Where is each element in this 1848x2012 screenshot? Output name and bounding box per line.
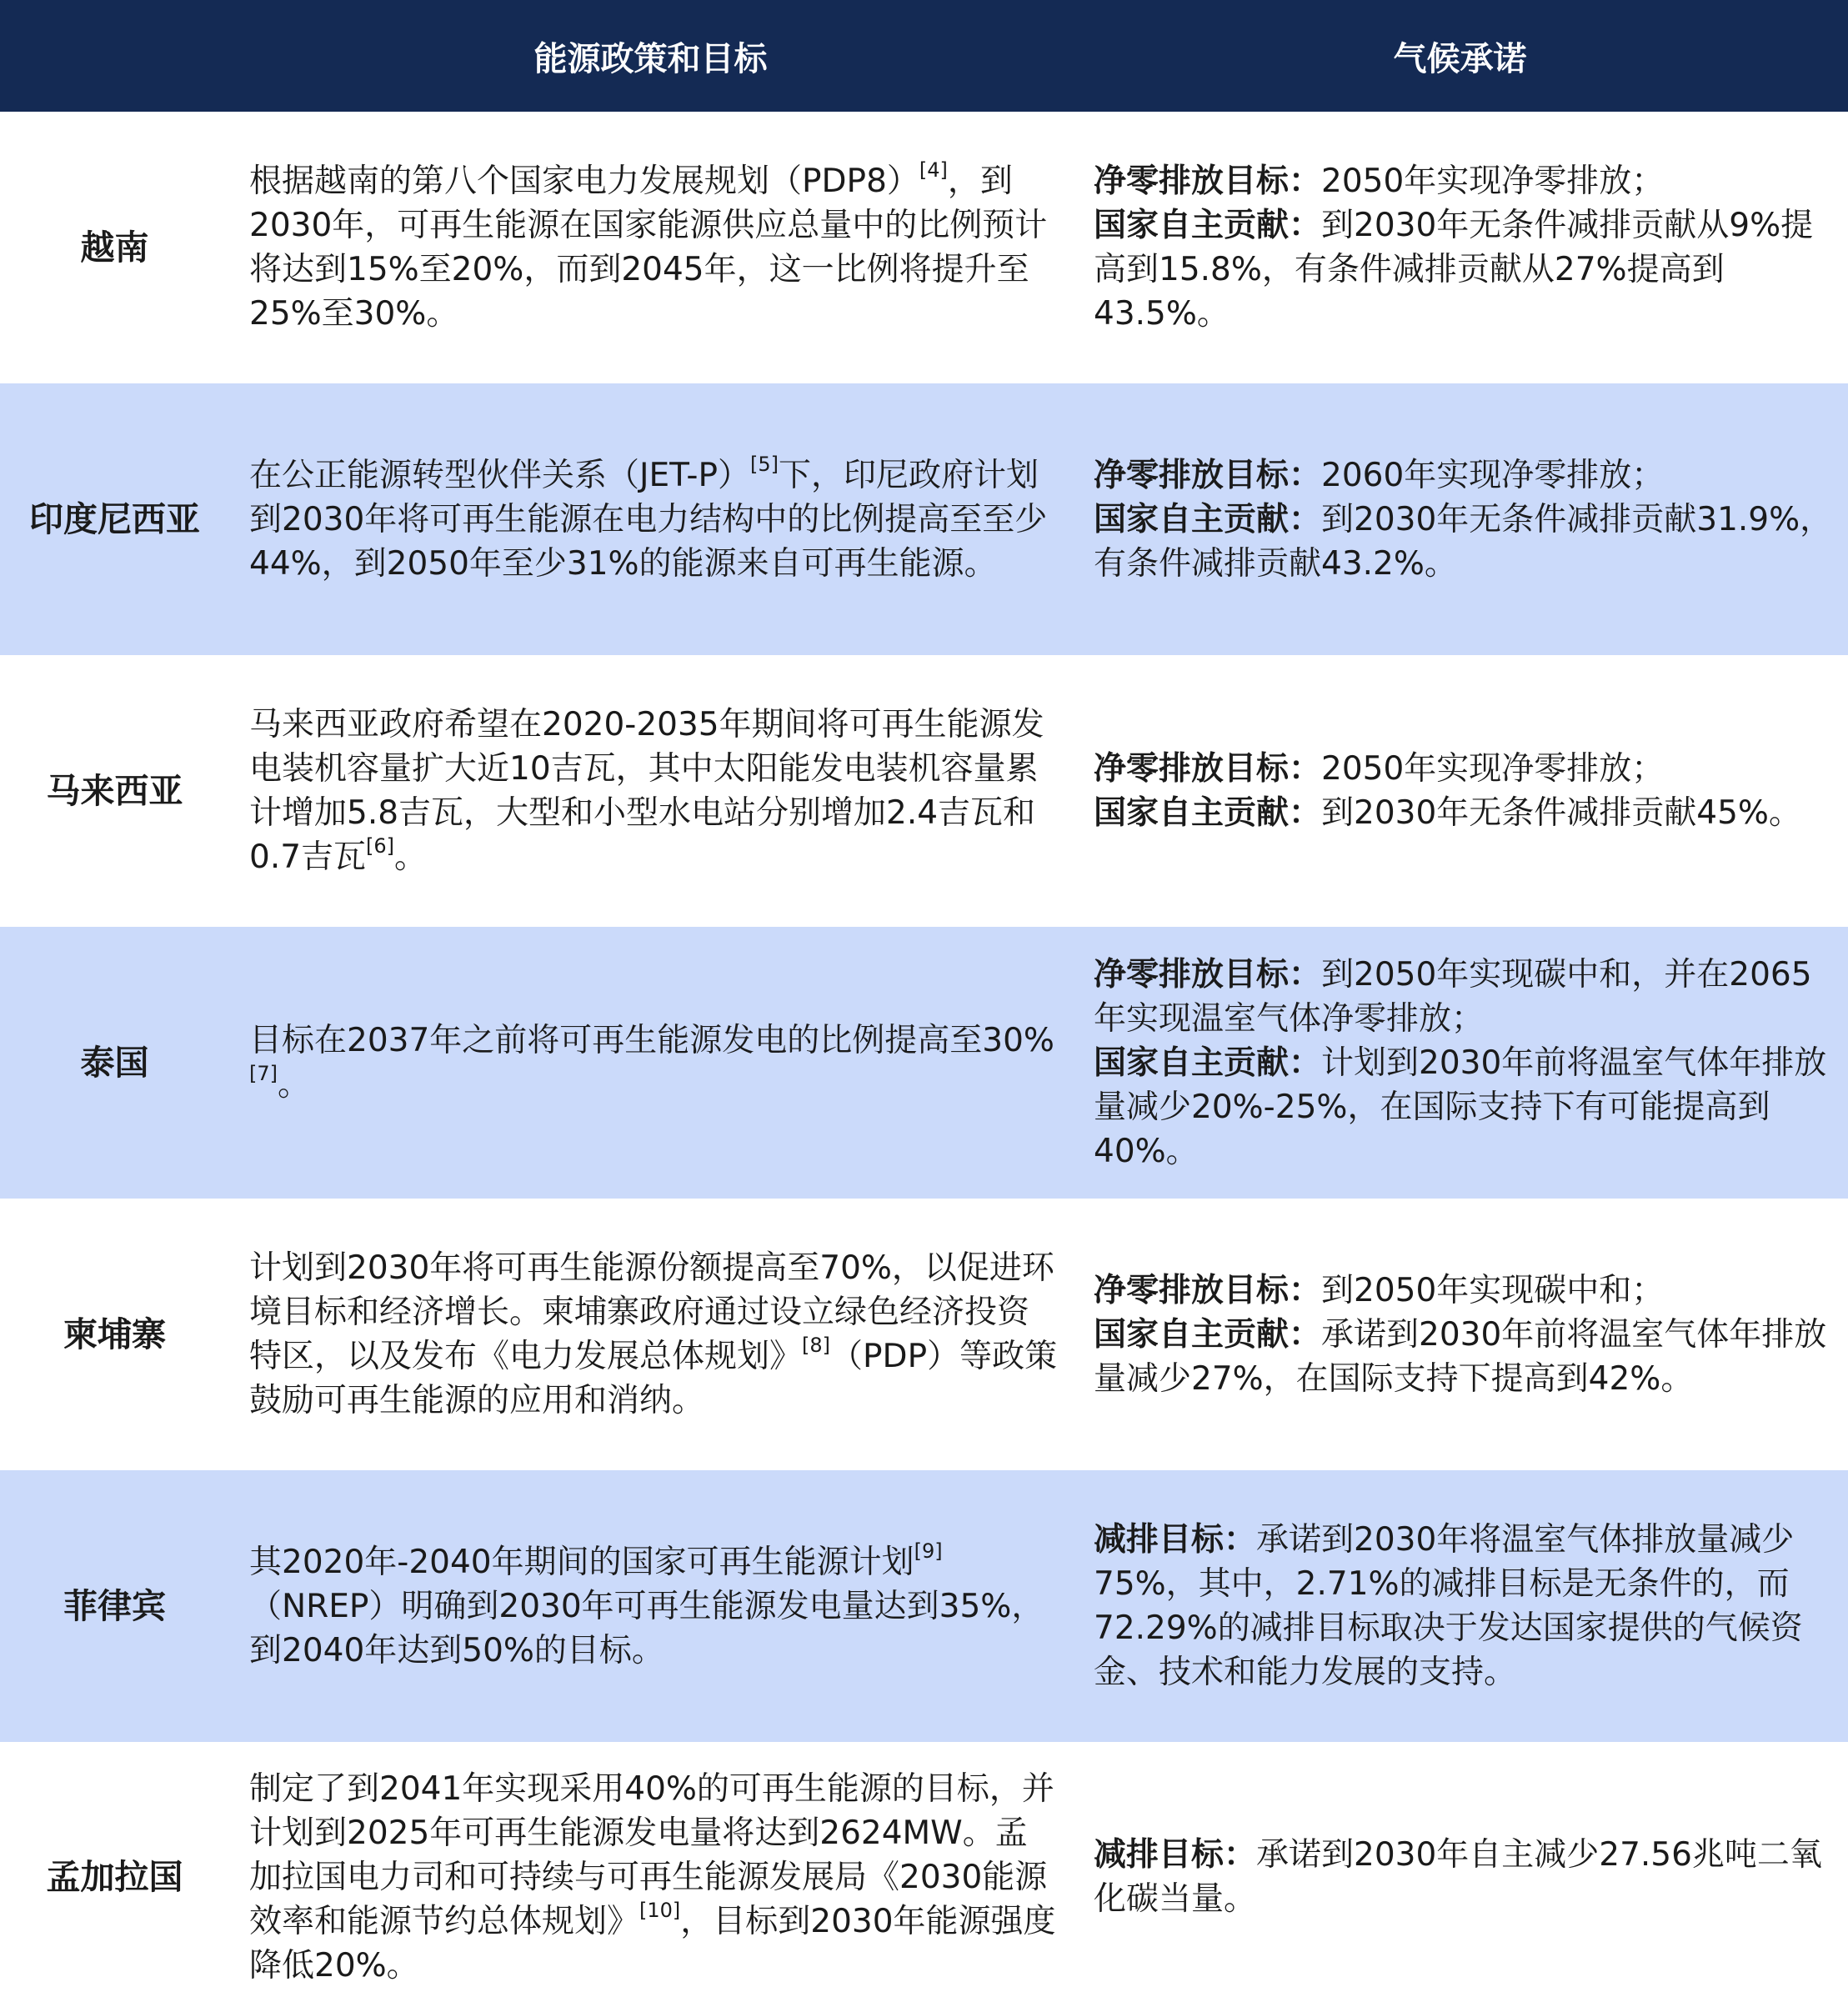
policy-text-tail: （NREP）明确到2030年可再生能源发电量达到35%，到2040年达到50%的目标。 xyxy=(249,1587,1044,1669)
commitment-label: 净零排放目标： xyxy=(1094,456,1322,494)
policy-text-tail: 下，印尼政府计划到2030年将可再生能源在电力结构中的比例提高至至少44%，到2050年至少31%的能源来自可再生能源。 xyxy=(249,456,1048,583)
commitment-label: 净零排放目标： xyxy=(1094,163,1322,200)
climate-text xyxy=(1094,953,1836,1174)
policy-text xyxy=(249,703,1059,879)
reference-marker: [7] xyxy=(249,1062,278,1085)
policy-cell xyxy=(229,112,1072,383)
policy-text-tail: ，到2030年，可再生能源在国家能源供应总量中的比例预计将达到15%至20%，而到2045年，这一比例将提升至25%至30%。 xyxy=(249,163,1048,333)
commitment-label: 减排目标： xyxy=(1094,1836,1257,1874)
policy-text-main: 计划到2030年将可再生能源份额提高至70%，以促进环境目标和经济增长。柬埔寨政府通过设立绿色经济投资特区，以及发布《电力发展总体规划》 xyxy=(249,1249,1054,1375)
reference-marker: [9] xyxy=(914,1539,943,1563)
policy-cell xyxy=(229,655,1072,927)
policy-text xyxy=(249,1246,1059,1423)
policy-text-main: 制定了到2041年实现采用40%的可再生能源的目标，并计划到2025年可再生能源发电量将达到2624MW。孟加拉国电力司和可持续与可再生能源发展局《2030能源效率和能源节约总体规划》 xyxy=(249,1769,1054,1940)
commitment-text: 2050年实现净零排放； xyxy=(1321,750,1665,788)
policy-text-tail: 。 xyxy=(394,838,428,876)
commitment-label: 国家自主贡献： xyxy=(1094,794,1322,832)
country-cell: 越南 xyxy=(0,112,229,383)
policy-text-main: 马来西亚政府希望在2020-2035年期间将可再生能源发电装机容量扩大近10吉瓦，其中太阳能发电装机容量累计增加5.8吉瓦，大型和小型水电站分别增加2.4吉瓦和0.7吉瓦 xyxy=(249,706,1044,876)
commitment-text: 2060年实现净零排放； xyxy=(1321,456,1665,494)
header-climate-cell: 气候承诺 xyxy=(1072,0,1848,112)
commitment-text: 到2050年实现碳中和，并在2065年实现温室气体净零排放； xyxy=(1094,955,1812,1038)
commitment-label: 减排目标： xyxy=(1094,1521,1257,1559)
commitment-text: 2050年实现净零排放； xyxy=(1321,163,1665,200)
header-country-cell xyxy=(0,0,229,112)
country-cell: 印度尼西亚 xyxy=(0,383,229,655)
commitment-text: 承诺到2030年自主减少27.56兆吨二氧化碳当量。 xyxy=(1094,1836,1822,1918)
climate-text xyxy=(1094,159,1836,336)
reference-marker: [10] xyxy=(639,1898,681,1922)
reference-marker: [5] xyxy=(749,452,779,476)
commitment-label: 净零排放目标： xyxy=(1094,1271,1322,1309)
reference-marker: [8] xyxy=(802,1334,831,1357)
climate-text xyxy=(1094,1518,1836,1694)
policy-text xyxy=(249,453,1059,586)
climate-cell xyxy=(1072,1742,1848,2012)
commitment-text: 到2030年无条件减排贡献45%。 xyxy=(1321,794,1801,832)
policy-text-tail: （PDP）等政策鼓励可再生能源的应用和消纳。 xyxy=(249,1338,1058,1419)
commitment-label: 净零排放目标： xyxy=(1094,955,1322,993)
reference-marker: [6] xyxy=(366,834,395,858)
policy-cell xyxy=(229,1742,1072,2012)
climate-cell xyxy=(1072,383,1848,655)
commitment-label: 国家自主贡献： xyxy=(1094,1044,1322,1082)
reference-marker: [4] xyxy=(919,158,948,182)
climate-cell xyxy=(1072,927,1848,1199)
header-policy-cell: 能源政策和目标 xyxy=(229,0,1072,112)
commitment-label: 国家自主贡献： xyxy=(1094,207,1322,244)
policy-text-main: 根据越南的第八个国家电力发展规划（PDP8） xyxy=(249,163,919,200)
commitment-text: 到2030年无条件减排贡献从9%提高到15.8%，有条件减排贡献从27%提高到43.5%。 xyxy=(1094,207,1814,333)
policy-text-main: 在公正能源转型伙伴关系（JET-P） xyxy=(249,456,750,494)
commitment-text: 到2030年无条件减排贡献31.9%，有条件减排贡献43.2%。 xyxy=(1094,500,1833,583)
country-cell: 孟加拉国 xyxy=(0,1742,229,2012)
country-cell: 马来西亚 xyxy=(0,655,229,927)
climate-text xyxy=(1094,453,1836,586)
policy-cell xyxy=(229,383,1072,655)
policy-text-tail: 。 xyxy=(278,1066,311,1104)
policy-cell xyxy=(229,927,1072,1199)
policy-text-main: 目标在2037年之前将可再生能源发电的比例提高至30% xyxy=(249,1022,1054,1059)
commitment-text: 承诺到2030年前将温室气体年排放量减少27%，在国际支持下提高到42%。 xyxy=(1094,1315,1827,1398)
commitment-label: 国家自主贡献： xyxy=(1094,1315,1322,1354)
commitment-text: 承诺到2030年将温室气体排放量减少75%，其中，2.71%的减排目标是无条件的，而72.29%的减排目标取决于发达国家提供的气候资金、技术和能力发展的支持。 xyxy=(1094,1521,1803,1691)
climate-text xyxy=(1094,1833,1836,1921)
country-cell: 菲律宾 xyxy=(0,1470,229,1742)
policy-text xyxy=(249,1767,1059,1988)
climate-cell xyxy=(1072,1199,1848,1470)
policy-text xyxy=(249,159,1059,336)
commitment-text: 到2050年实现碳中和； xyxy=(1321,1271,1665,1309)
commitment-text: 计划到2030年前将温室气体年排放量减少20%-25%，在国际支持下有可能提高到40%。 xyxy=(1094,1044,1827,1170)
commitment-label: 净零排放目标： xyxy=(1094,750,1322,788)
climate-cell xyxy=(1072,1470,1848,1742)
commitment-label: 国家自主贡献： xyxy=(1094,500,1322,538)
policy-text xyxy=(249,1540,1059,1673)
country-cell: 柬埔寨 xyxy=(0,1199,229,1470)
policy-text xyxy=(249,1019,1059,1107)
policy-cell xyxy=(229,1470,1072,1742)
policy-text-tail: ，目标到2030年能源强度降低20%。 xyxy=(249,1902,1056,1984)
climate-text xyxy=(1094,747,1836,835)
climate-cell xyxy=(1072,112,1848,383)
country-cell: 泰国 xyxy=(0,927,229,1199)
policy-cell xyxy=(229,1199,1072,1470)
climate-cell xyxy=(1072,655,1848,927)
policy-text-main: 其2020年-2040年期间的国家可再生能源计划 xyxy=(249,1543,914,1581)
climate-text xyxy=(1094,1269,1836,1401)
